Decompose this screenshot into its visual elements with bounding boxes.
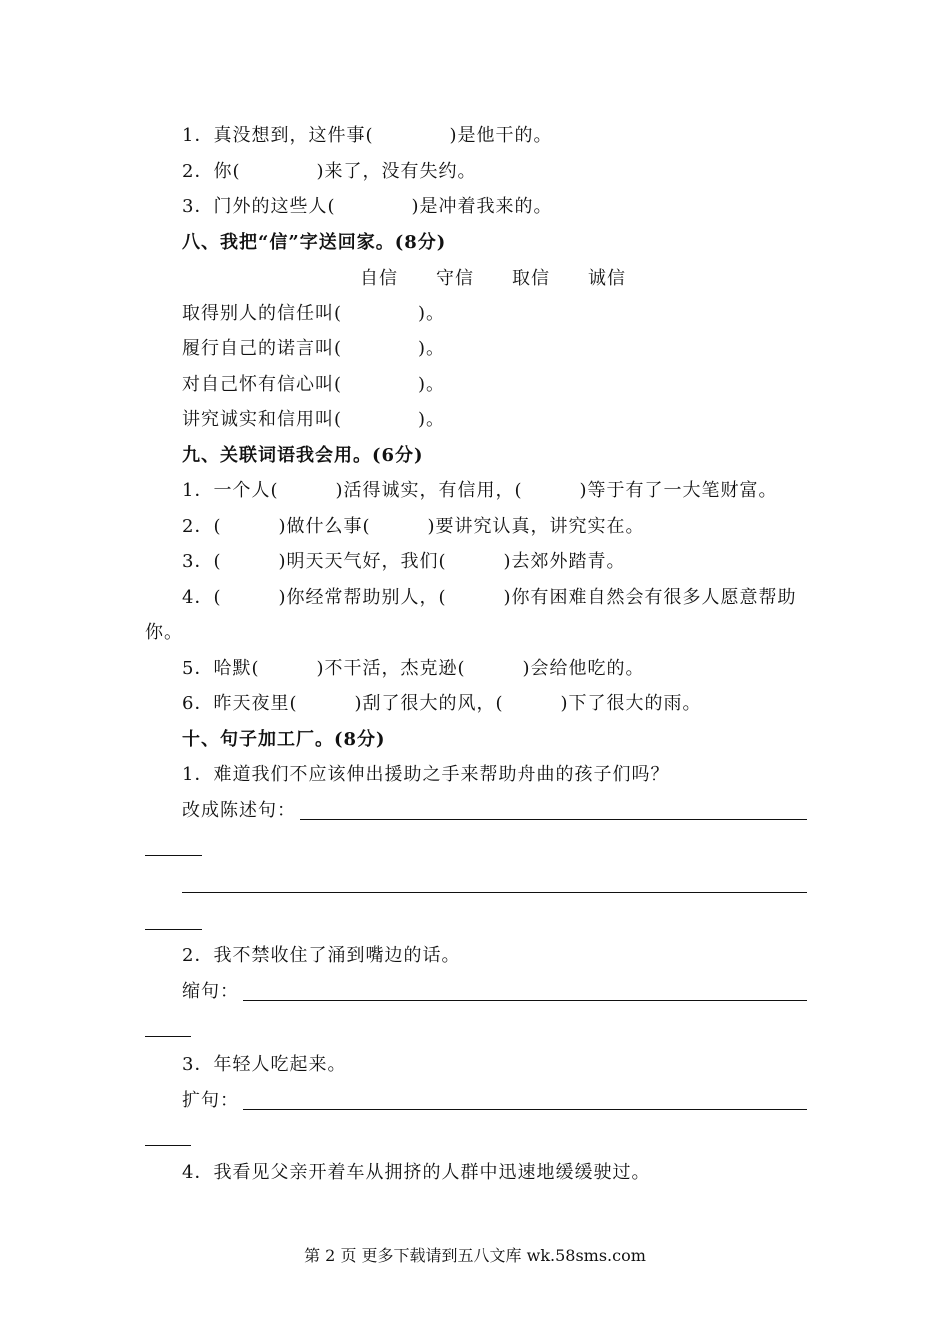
s8-choice-3: 取信 [512,268,550,289]
s8-choices [360,267,664,291]
answer-line[interactable] [145,1145,191,1146]
s7-item-1: 1．真没想到，这件事( )是他干的。 [182,125,553,146]
answer-line[interactable] [243,1000,807,1001]
s8-item-1: 取得别人的信任叫( )。 [182,303,446,324]
answer-line[interactable] [145,929,202,930]
s9-item-4-cont: 你。 [145,622,183,643]
s8-item-2: 履行自己的诺言叫( )。 [182,338,446,359]
page-footer: 第 2 页 更多下载请到五八文库 wk.58sms.com [304,1246,646,1265]
answer-line[interactable] [182,892,807,893]
s10-q2: 2．我不禁收住了涌到嘴边的话。 [182,945,461,966]
s8-item-4: 讲究诚实和信用叫( )。 [182,409,446,430]
s10-q2-label: 缩句： [182,981,239,1002]
s9-item-6: 6．昨天夜里( )刮了很大的风，( )下了很大的雨。 [182,693,702,714]
s9-item-5: 5．哈默( )不干活，杰克逊( )会给他吃的。 [182,658,645,679]
s7-item-3: 3．门外的这些人( )是冲着我来的。 [182,196,553,217]
s9-item-1: 1．一个人( )活得诚实，有信用，( )等于有了一大笔财富。 [182,480,778,501]
answer-line[interactable] [145,1036,191,1037]
s8-choice-4: 诚信 [588,268,626,289]
s10-q3: 3．年轻人吃起来。 [182,1054,347,1075]
s10-heading: 十、句子加工厂。(8分) [182,729,386,750]
s8-choice-2: 守信 [436,268,474,289]
s9-item-3: 3．( )明天天气好，我们( )去郊外踏青。 [182,551,626,572]
s9-item-2: 2．( )做什么事( )要讲究认真，讲究实在。 [182,516,645,537]
answer-line[interactable] [243,1109,807,1110]
s10-q3-label: 扩句： [182,1090,239,1111]
answer-line[interactable] [145,855,202,856]
s8-item-3: 对自己怀有信心叫( )。 [182,374,446,395]
s10-q1: 1．难道我们不应该伸出援助之手来帮助舟曲的孩子们吗？ [182,764,670,785]
s8-choice-1: 自信 [360,268,398,289]
s9-heading: 九、关联词语我会用。(6分) [182,445,424,466]
s8-heading: 八、我把“信”字送回家。(8分) [182,232,447,253]
answer-line[interactable] [300,819,807,820]
s9-item-4: 4．( )你经常帮助别人，( )你有困难自然会有很多人愿意帮助 [182,587,797,608]
s10-q1-label: 改成陈述句： [182,800,296,821]
s7-item-2: 2．你( )来了，没有失约。 [182,161,477,182]
s10-q4: 4．我看见父亲开着车从拥挤的人群中迅速地缓缓驶过。 [182,1162,651,1183]
